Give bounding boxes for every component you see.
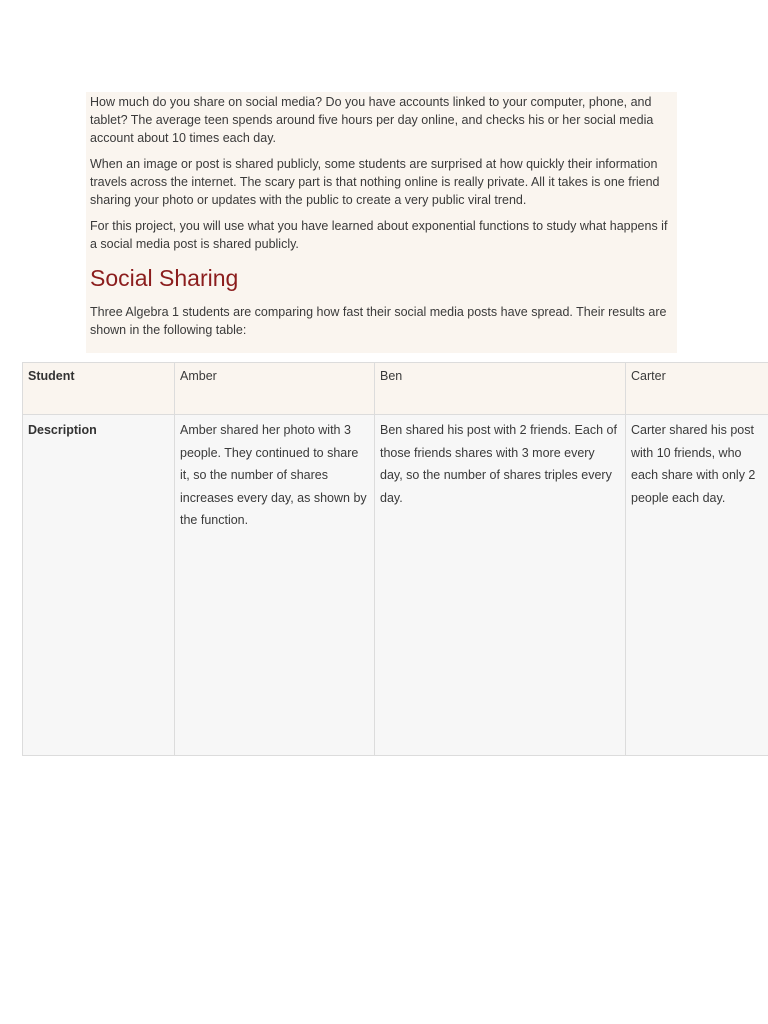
student-name-cell: Carter xyxy=(626,363,768,415)
row-header-description: Description xyxy=(23,415,175,756)
intro-paragraph: For this project, you will use what you have learned about exponential functions to study what happens if a social media post is shared publicly. xyxy=(90,219,668,251)
student-name-cell: Ben xyxy=(375,363,626,415)
students-table-container xyxy=(22,362,768,756)
description-cell: Amber shared her photo with 3 people. They continued to share it, so the number of shares increases every day, as shown by the function. xyxy=(175,415,375,756)
section-heading: Social Sharing xyxy=(90,265,239,291)
row-header-student: Student xyxy=(23,363,175,415)
intro-panel xyxy=(86,92,677,353)
table-row xyxy=(23,415,768,756)
description-cell: Ben shared his post with 2 friends. Each of those friends shares with 3 more every day, so the number of shares triples every day. xyxy=(375,415,626,756)
description-cell: Carter shared his post with 10 friends, who each share with only 2 people each day. xyxy=(626,415,768,756)
table-lead-text: Three Algebra 1 students are comparing how fast their social media posts have spread. Their results are shown in the following table: xyxy=(90,305,667,337)
table-row xyxy=(23,363,768,415)
intro-paragraph: How much do you share on social media? Do you have accounts linked to your computer, phone, and tablet? The average teen spends around five hours per day online, and checks his or her social media account about 10 times each day. xyxy=(90,95,654,145)
students-table xyxy=(22,362,768,756)
student-name-cell: Amber xyxy=(175,363,375,415)
intro-paragraph: When an image or post is shared publicly, some students are surprised at how quickly their information travels across the internet. The scary part is that nothing online is really private. All it takes is one friend sharing your photo or updates with the public to create a very public viral trend. xyxy=(90,157,660,207)
